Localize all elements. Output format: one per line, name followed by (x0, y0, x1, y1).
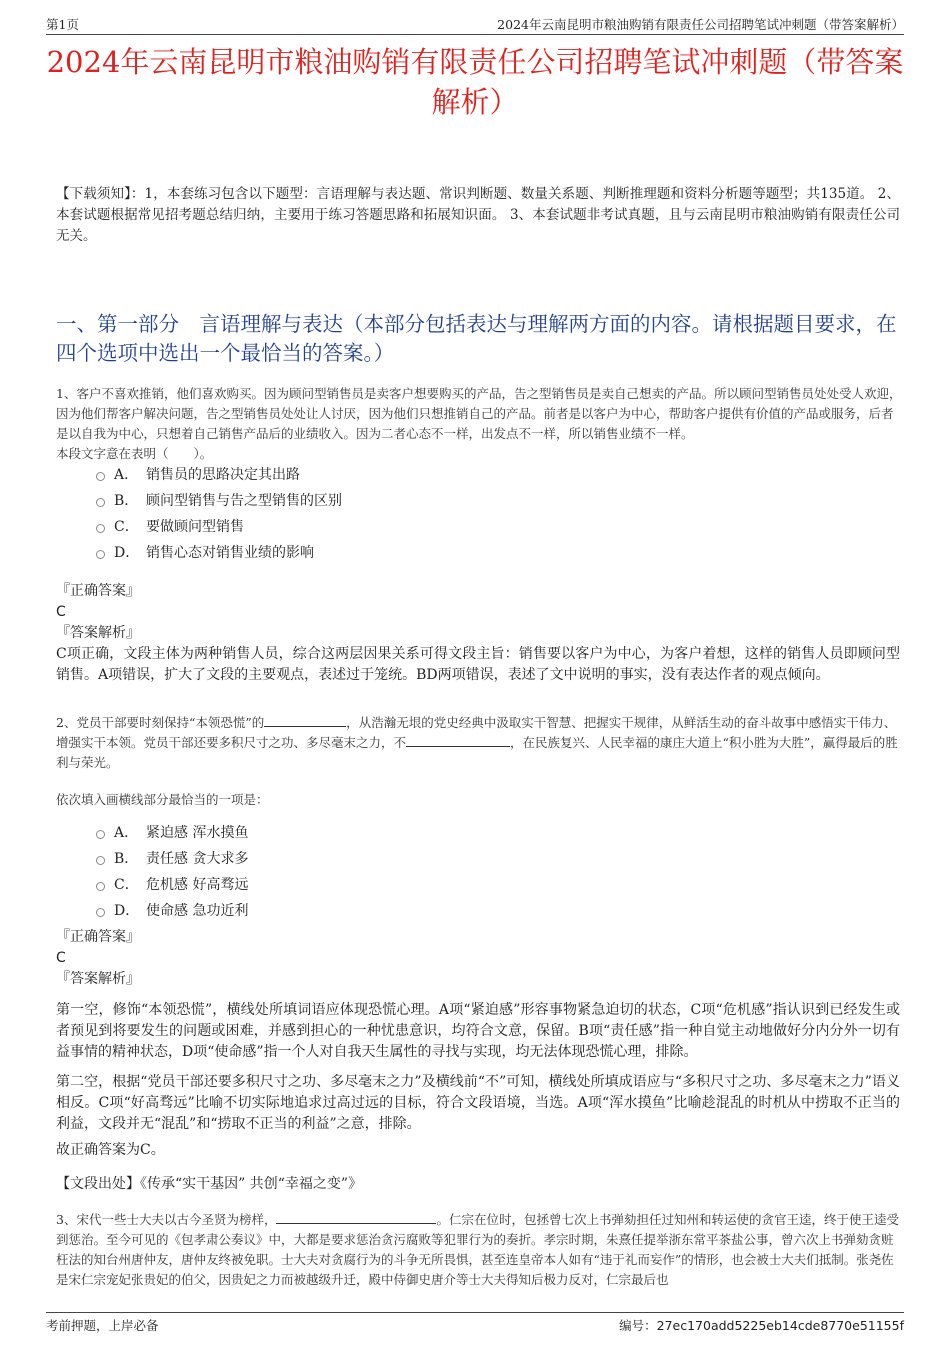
question-2-answer (56, 927, 900, 990)
radio-icon[interactable] (96, 472, 105, 481)
question-2-text: 2、党员干部要时刻保持“本领恐慌”的 ，从浩瀚无垠的党史经典中汲取实干智慧、把握实干规律，从鲜活生动的奋斗故事中感悟实干伟力、增强实干本领。党员干部还要多积尺寸之功、多尽毫末之力，不 ，在民族复兴、人民幸福的康庄大道上“积小胜为大胜”，赢得最后的胜利与荣光。 (56, 715, 898, 770)
radio-icon[interactable] (96, 856, 105, 865)
header-doc-title: 2024年云南昆明市粮油购销有限责任公司招聘笔试冲刺题（带答案解析） (497, 17, 904, 32)
answer-value: C (56, 950, 66, 966)
analysis-label: 『答案解析』 (56, 625, 140, 641)
page-number: 第1页 (46, 17, 79, 32)
page-title: 2024年云南昆明市粮油购销有限责任公司招聘笔试冲刺题（带答案解析） (46, 45, 904, 119)
radio-icon[interactable] (96, 882, 105, 891)
download-notice: 【下载须知】：1，本套练习包含以下题型：言语理解与表达题、常识判断题、数量关系题、判断推理题和资料分析题等题型；共135道。 2、本套试题根据常见招考题总结归纳，主要用于练习答题思路和拓展知识面。 3、本套试题非考试真题，且与云南昆明市粮油购销有限责任公司无关。 (56, 186, 900, 244)
question-3 (56, 1210, 904, 1290)
option-b[interactable]: B． 责任感 贪大求多 (96, 846, 248, 872)
option-a[interactable]: A． 紧迫感 浑水摸鱼 (96, 820, 248, 846)
page-header (46, 12, 904, 35)
question-2-options (96, 820, 248, 924)
question-1-stem: 本段文字意在表明（ ）。 (56, 446, 213, 461)
analysis-text-1: 第一空，修饰“本领恐慌”，横线处所填词语应体现恐慌心理。A项“紧迫感”形容事物紧急迫切的状态，C项“危机感”指认识到已经发生或者预见到将要发生的问题或困难，并感到担心的一种忧患意识，均符合文意，保留。B项“责任感”指一种自觉主动地做好分内分外一切有益事情的精神状态，D项“使命感”指一个人对自我天生属性的寻找与实现，均无法体现恐慌心理，排除。 (56, 1002, 900, 1060)
footer-slogan: 考前押题，上岸必备 (46, 1318, 159, 1333)
answer-value: C (56, 604, 66, 620)
radio-icon[interactable] (96, 524, 105, 533)
option-a[interactable]: A． 销售员的思路决定其出路 (96, 462, 342, 488)
fill-blank-1[interactable] (276, 1210, 436, 1224)
option-c[interactable]: C． 危机感 好高骛远 (96, 872, 248, 898)
section-heading: 一、第一部分 言语理解与表达（本部分包括表达与理解两方面的内容。请根据题目要求，在四个选项中选出一个最恰当的答案。） (56, 312, 897, 365)
page-footer (46, 1312, 904, 1333)
analysis-label: 『答案解析』 (56, 971, 140, 987)
radio-icon[interactable] (96, 498, 105, 507)
option-c[interactable]: C． 要做顾问型销售 (96, 514, 342, 540)
radio-icon[interactable] (96, 908, 105, 917)
analysis-text: C项正确，文段主体为两种销售人员，综合这两层因果关系可得文段主旨：销售要以客户为中心，为客户着想，这样的销售人员即顾问型销售。A项错误，扩大了文段的主要观点，表述过于笼统。BD两项错误，表述了文中说明的事实，没有表达作者的观点倾向。 (56, 646, 900, 683)
question-1-answer (56, 581, 900, 686)
option-d[interactable]: D． 销售心态对销售业绩的影响 (96, 540, 342, 566)
answer-label: 『正确答案』 (56, 583, 140, 599)
question-1-options (96, 462, 342, 566)
option-b[interactable]: B． 顾问型销售与告之型销售的区别 (96, 488, 342, 514)
fill-blank-1[interactable] (264, 713, 346, 727)
answer-label: 『正确答案』 (56, 929, 140, 945)
question-2-stem: 依次填入画横线部分最恰当的一项是： (56, 792, 269, 807)
question-2 (56, 713, 904, 773)
analysis-conclusion: 故正确答案为C。 (56, 1142, 165, 1158)
radio-icon[interactable] (96, 550, 105, 559)
text-source: 【文段出处】《传承“实干基因” 共创“幸福之变”》 (56, 1176, 363, 1192)
question-3-text: 3、宋代一些士大夫以古今圣贤为榜样， 。仁宗在位时，包拯曾七次上书弹劾担任过知州和转运使的贪官王逵，终于使王逵受到惩治。至今可见的《包孝肃公奏议》中，大都是要求惩治贪污腐败等犯罪行为的奏折。孝宗时期，朱熹任提举浙东常平茶盐公事，曾六次上书弹劾贪赃枉法的知台州唐仲友，唐仲友终被免职。士大夫对贪腐行为的斗争无所畏惧，甚至连皇帝本人如有“违于礼而妄作”的情形，也会被士大夫们抵制。张尧佐是宋仁宗宠妃张贵妃的伯父，因贵妃之力而被越级升迁，殿中侍御史唐介等士大夫得知后极力反对，仁宗最后也 (56, 1212, 899, 1287)
footer-code: 编号：27ec170add5225eb14cde8770e51155f (619, 1318, 904, 1333)
option-d[interactable]: D． 使命感 急功近利 (96, 898, 248, 924)
analysis-text-2: 第二空，根据“党员干部还要多积尺寸之功、多尽毫末之力”及横线前“不”可知，横线处所填成语应与“多积尺寸之功、多尽毫末之力”语义相反。C项“好高骛远”比喻不切实际地追求过高过远的目标，符合文段语境，当选。A项“浑水摸鱼”比喻趁混乱的时机从中捞取不正当的利益，文段并无“混乱”和“捞取不正当的利益”之意，排除。 (56, 1074, 900, 1132)
fill-blank-2[interactable] (406, 733, 510, 747)
radio-icon[interactable] (96, 830, 105, 839)
question-1 (56, 384, 904, 464)
question-1-text: 1、客户不喜欢推销，他们喜欢购买。因为顾问型销售员是卖客户想要购买的产品，告之型销售员是卖自己想卖的产品。所以顾问型销售员处处受人欢迎，因为他们帮客户解决问题，告之型销售员处处让人讨厌，因为他们只想推销自己的产品。前者是以客户为中心，帮助客户提供有价值的产品或服务，后者是以自我为中心，只想着自己销售产品后的业绩收入。因为二者心态不一样，出发点不一样，所以销售业绩不一样。 (56, 386, 902, 441)
